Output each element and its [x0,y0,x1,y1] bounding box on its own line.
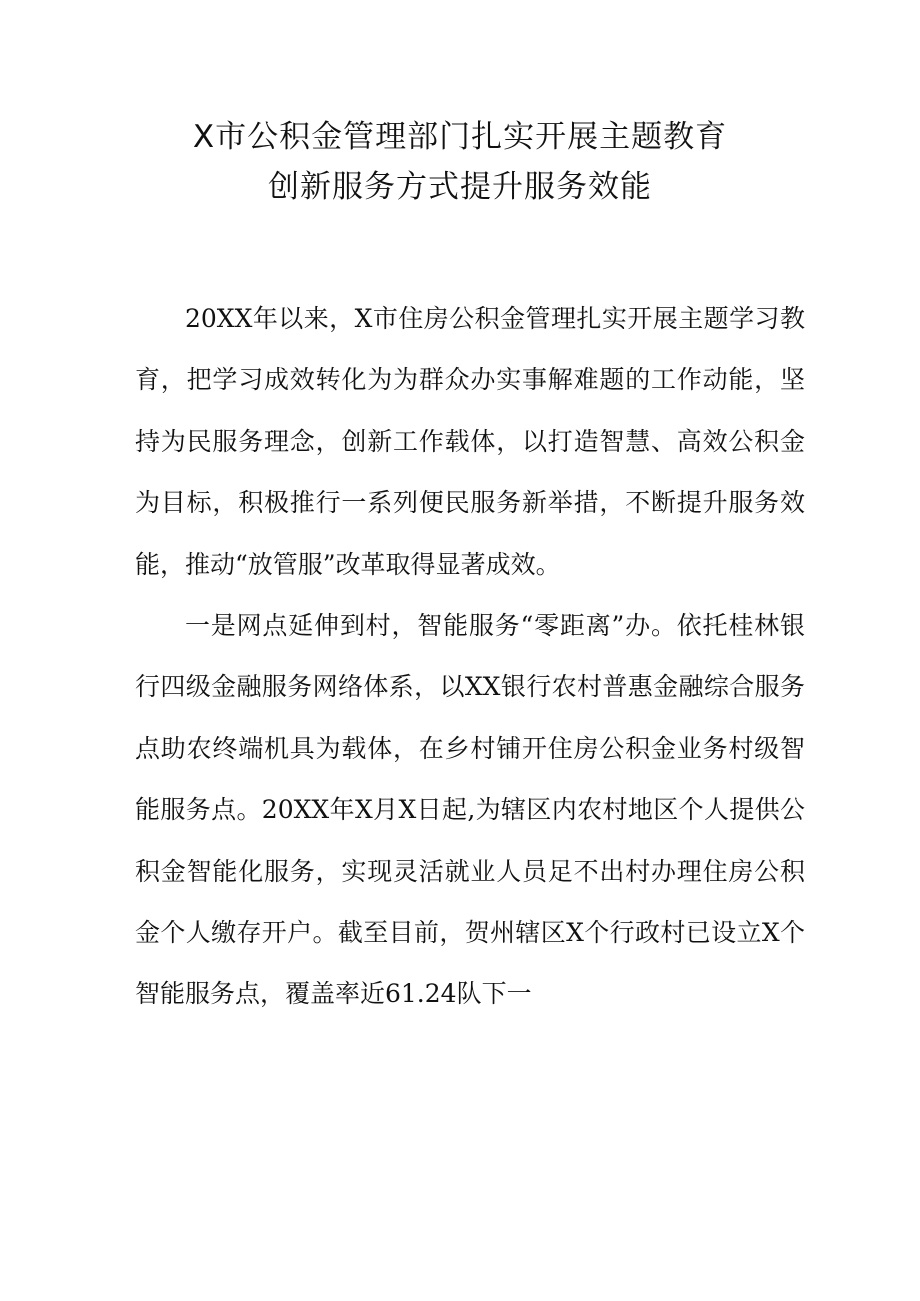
document-body [135,288,805,1025]
paragraph-point-one: 一是网点延伸到村，智能服务“零距离”办。依托桂林银行四级金融服务网络体系，以XX银行农村普惠金融综合服务点助农终端机具为载体，在乡村铺开住房公积金业务村级智能服务点。20XX年X月X日起,为辖区内农村地区个人提供公积金智能化服务，实现灵活就业人员足不出村办理住房公积金个人缴存开户。截至目前，贺州辖区X个行政村已设立X个智能服务点，覆盖率近61.24队下一 [135,611,805,1009]
paragraph-intro: 20XX年以来，X市住房公积金管理扎实开展主题学习教育，把学习成效转化为为群众办实事解难题的工作动能，坚持为民服务理念，创新工作载体，以打造智慧、高效公积金为目标，积极推行一系列便民服务新举措，不断提升服务效能，推动“放管服”改革取得显著成效。 [135,304,805,579]
document-title-line-1: X市公积金管理部门扎实开展主题教育 [192,119,728,155]
document-title-line-2: 创新服务方式提升服务效能 [268,169,652,205]
